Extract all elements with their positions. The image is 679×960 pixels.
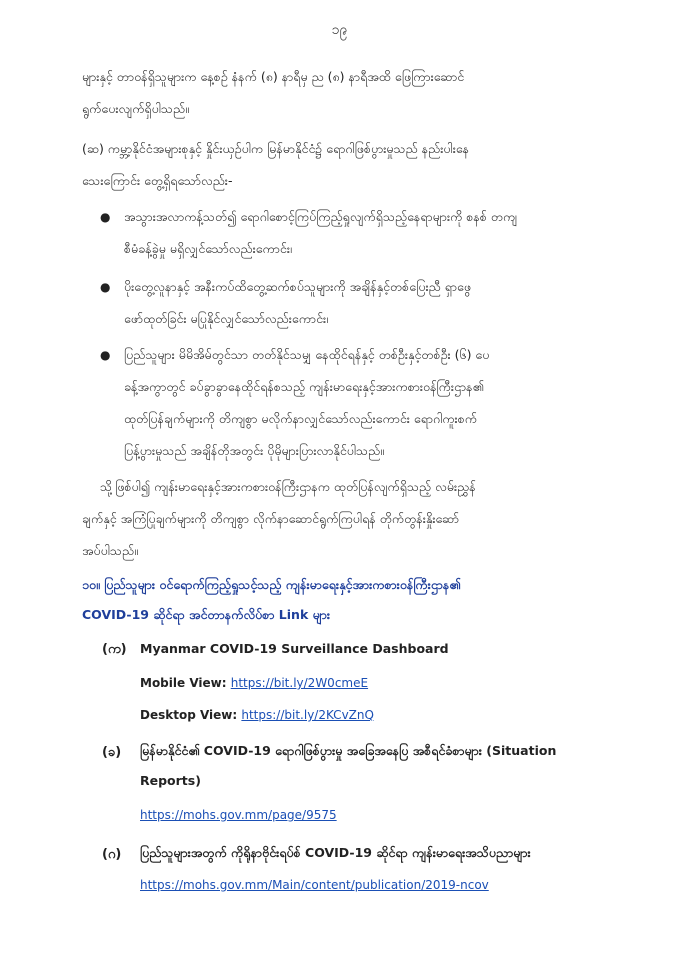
bullet-dot-icon: ● <box>100 280 111 294</box>
item-kha-title-line-2: Reports) <box>140 773 201 788</box>
intro-line-1: များနှင့် တာဝန်ရှိသူများက နေ့စဉ် နံနက် (၈) နာရီမှ ည (၈) နာရီအထိ ဖြေကြားဆောင် <box>82 69 465 84</box>
page-number: ၁၉ <box>331 22 348 38</box>
item-ka-title: Myanmar COVID-19 Surveillance Dashboard <box>140 641 449 656</box>
closing-line-3: အပ်ပါသည်။ <box>82 543 138 558</box>
item-ga-title: ပြည်သူများအတွက် ကိုရိုနာဗိုင်းရပ်စ် COVID-19 ဆိုင်ရာ ကျန်းမာရေးအသိပညာများ <box>140 845 531 860</box>
item-kha-number: (ခ) <box>102 745 122 760</box>
bullet-3-line-1: ပြည်သူများ မိမိအိမ်တွင်သာ တတ်နိုင်သမျှ နေထိုင်ရန်နှင့် တစ်ဦးနှင့်တစ်ဦး (၆) ပေ <box>124 347 490 362</box>
section-10-heading-line-2: COVID-19 ဆိုင်ရာ အင်တာနက်လိပ်စာ Link များ <box>82 607 331 622</box>
intro-line-2: ရွက်ပေးလျက်ရှိပါသည်။ <box>82 101 189 116</box>
mobile-view-row <box>140 676 368 690</box>
item-ka-number: (က) <box>102 642 127 657</box>
item-ga-number: (ဂ) <box>102 847 122 862</box>
bullet-2-line-2: ဖော်ထုတ်ခြင်း မပြုနိုင်လျှင်သော်လည်းကောင်း၊ <box>124 311 329 326</box>
mobile-view-link[interactable]: https://bit.ly/2W0cmeE <box>230 676 369 690</box>
desktop-view-link[interactable]: https://bit.ly/2KCvZnQ <box>241 708 374 722</box>
para-kha-line-1: (ဆ) ကမ္ဘာ့နိုင်ငံအများစုနှင့် နှိုင်းယှဉ်ပါက မြန်မာနိုင်ငံ၌ ရောဂါဖြစ်ပွားမှုသည် နည်းပါးနေ <box>82 141 470 156</box>
bullet-1-line-1: အသွားအလာကန့်သတ်၍ ရောဂါစောင့်ကြပ်ကြည့်ရှုလျက်ရှိသည့်နေရာများကို စနစ် တကျ <box>124 209 518 224</box>
item-kha-title-line-1: မြန်မာနိုင်ငံ၏ COVID-19 ရောဂါဖြစ်ပွားမှု အခြေအနေပြ အစီရင်ခံစာများ (Situation <box>140 743 557 758</box>
mobile-view-label: Mobile View: <box>140 676 227 690</box>
bullet-2-line-1: ပိုးတွေ့လူနာနှင့် အနီးကပ်ထိတွေ့ဆက်စပ်သူများကို အချိန်နှင့်တစ်ပြေးညီ ရှာဖွေ <box>124 279 471 294</box>
bullet-3-line-2: ခန့်အကွာတွင် ခပ်ခွာခွာနေထိုင်ရန်စသည့် ကျန်းမာရေးနှင့်အားကစားဝန်ကြီးဌာန၏ <box>124 379 484 394</box>
health-knowledge-link[interactable]: https://mohs.gov.mm/Main/content/publication/2019-ncov <box>140 878 489 892</box>
bullet-3-line-3: ထုတ်ပြန်ချက်များကို တိကျစွာ မလိုက်နာလျှင်သော်လည်းကောင်း ရောဂါကူးစက် <box>124 411 477 426</box>
bullet-1-line-2: စီမံခန့်ခွဲမှု မရှိလျှင်သော်လည်းကောင်း၊ <box>124 241 292 256</box>
desktop-view-label: Desktop View: <box>140 708 238 722</box>
situation-reports-link[interactable]: https://mohs.gov.mm/page/9575 <box>140 808 337 822</box>
health-knowledge-row <box>140 878 489 892</box>
situation-reports-row <box>140 808 337 822</box>
closing-line-1: သို့ဖြစ်ပါ၍ ကျန်းမာရေးနှင့်အားကစားဝန်ကြီးဌာနက ထုတ်ပြန်လျက်ရှိသည့် လမ်းညွှန် <box>100 479 476 494</box>
para-kha-line-2: သေးကြောင်း တွေ့ရှိရသော်လည်း- <box>82 173 233 188</box>
closing-line-2: ချက်နှင့် အကြံပြုချက်များကို တိကျစွာ လိုက်နာဆောင်ရွက်ကြပါရန် တိုက်တွန်းနှိုးဆော် <box>82 511 460 526</box>
bullet-dot-icon: ● <box>100 210 111 224</box>
bullet-3-line-4: ပြန့်ပွားမှုသည် အချိန်တိုအတွင်း ပိုမိုများပြားလာနိုင်ပါသည်။ <box>124 443 385 458</box>
desktop-view-row <box>140 708 374 722</box>
bullet-dot-icon: ● <box>100 348 111 362</box>
section-10-heading-line-1: ၁၀။ ပြည်သူများ ဝင်ရောက်ကြည့်ရှုသင့်သည့် ကျန်းမာရေးနှင့်အားကစားဝန်ကြီးဌာန၏ <box>82 577 461 592</box>
